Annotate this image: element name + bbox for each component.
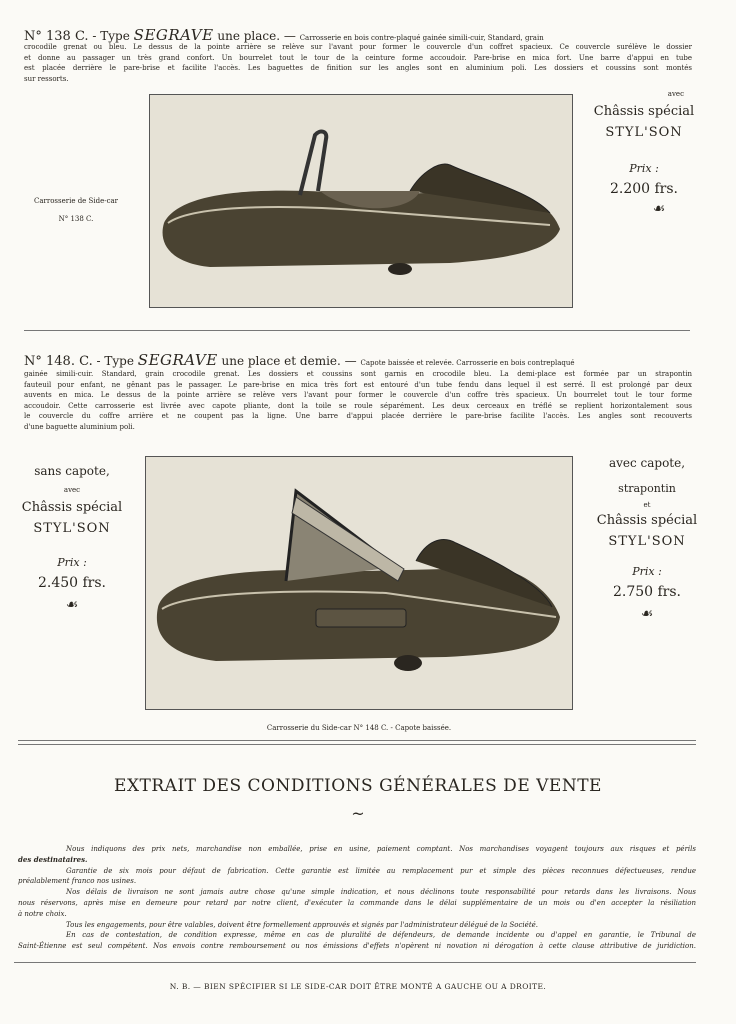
sidecar-148-illustration (146, 457, 572, 709)
caption-number: N° 138 C. (58, 215, 94, 223)
condition-line: Nous indiquons des prix nets, marchandise non emballée, prise en usine, paiement comptant. Nos marchandises voyagent toujours aux risques et périls (66, 845, 696, 853)
condition-line: Nos délais de livraison ne sont jamais autre chose qu'une simple indication, et nous déclinons toute responsabilité pour retards dans les livraisons. Nous (66, 888, 696, 897)
model-dash: - Type (92, 29, 130, 43)
condition-line: Garantie de six mois pour défaut de fabrication. Cette garantie est limitée au remplacement pur et simple des pièces reconnues défectueuses, rendue (66, 866, 696, 875)
et-label: et (643, 501, 651, 509)
conditions-text (18, 844, 696, 952)
prix-label: Prix : (57, 556, 87, 569)
footer-note: N. B. — BIEN SPÉCIFIER SI LE SIDE-CAR DOIT ÊTRE MONTÉ A GAUCHE OU A DROITE. (169, 982, 547, 991)
chassis-label: Châssis spécial (593, 104, 695, 119)
model-138-caption (14, 192, 138, 228)
price-ornament-icon: ☙ (640, 606, 654, 622)
sidecar-138-photo (149, 94, 573, 308)
sidecar-148-photo (145, 456, 573, 710)
condition-line: à notre choix. (18, 909, 67, 918)
chassis-label: Châssis spécial (596, 513, 698, 528)
chassis-label: Châssis spécial (21, 500, 123, 515)
price-ornament-icon: ☙ (652, 201, 666, 217)
model-138-description (24, 42, 692, 84)
description-line: gainée simili-cuir. Standard, grain crocodile grenat. Les dossiers et coussins sont garnis en crocodile bleu. La demi-place est formée par un strapontin (24, 370, 692, 378)
model-148-right-price-block (592, 456, 702, 622)
model-148-description (24, 369, 692, 432)
model-148-heading (24, 351, 575, 369)
prix-label: Prix : (629, 162, 659, 175)
model-type-name: SEGRAVE (137, 351, 218, 369)
model-seating: une place et demie. — (221, 354, 357, 368)
description-line: d'une baguette aluminium poli. (24, 422, 135, 431)
model-seating: une place. — (217, 29, 296, 43)
description-line: auvents en mica. Le dessus de la pointe arrière se relève vers l'avant pour former le couvercle d'un coffre très spacieux. Un bourrelet tout le tour forme (24, 391, 692, 399)
brand-label: STYL'SON (605, 125, 683, 140)
section-divider (18, 740, 696, 741)
description-line: est placée derrière le pare-brise et facilite l'accès. Les baguettes de finition sur les angles sont en aluminium poli. Les dossiers et coussins sont montés (24, 64, 692, 72)
section-divider (18, 744, 696, 745)
variant-title: avec capote, (608, 456, 686, 470)
brand-label: STYL'SON (608, 534, 686, 549)
condition-line: Saint-Étienne est seul compétent. Nos envois contre remboursement ou nos émissions d'effets n'opèrent ni novation ni dérogation à cette clause attributive de juridiction. (18, 942, 696, 951)
avec-label: avec (667, 90, 684, 98)
variant-title: sans capote, (34, 464, 110, 478)
caption-line: Carrosserie de Side-car (33, 197, 119, 205)
model-lead-text: Carrosserie en bois contre-plaqué gainée simili-cuir, Standard, grain (299, 34, 544, 42)
prix-label: Prix : (632, 565, 662, 578)
model-148-caption: Carrosserie du Side-car N° 148 C. - Capote baissée. (266, 724, 452, 732)
description-line: crocodile grenat ou bleu. Le dessus de la pointe arrière se relève sur l'avant pour former le couvercle d'un coffret spacieux. Ce couvercle surélève le dossier (24, 43, 692, 51)
model-number: N° 148. C. (24, 354, 93, 369)
model-lead-text: Capote baissée et relevée. Carrosserie en bois contreplaqué (360, 359, 575, 367)
brand-label: STYL'SON (33, 521, 111, 536)
condition-line: des destinataires. (18, 854, 88, 864)
description-line: fauteuil pour enfant, ne gênant pas le passager. Le pare-brise en mica très fort est entouré d'un tube fendu dans lequel il est serré. Il est prolongé par deux (24, 380, 692, 389)
model-148-left-price-block (10, 464, 134, 613)
model-dash: - Type (96, 354, 134, 368)
condition-line: préalablement franco nos usines. (18, 877, 137, 886)
price-ornament-icon: ☙ (65, 597, 79, 613)
description-line: sur ressorts. (24, 74, 69, 83)
footer-divider (14, 962, 696, 963)
model-number: N° 138 C. (24, 29, 89, 44)
section-divider (24, 330, 690, 331)
description-line: et donne au passager un très grand confort. Un bourrelet tout le tour de la ceinture forme accoudoir. Pare-brise en mica fort. Une barre d'appui en tube (24, 53, 692, 62)
price-value: 2.750 frs. (612, 584, 682, 600)
ornament-icon: ~ (351, 804, 365, 823)
price-value: 2.450 frs. (37, 575, 107, 591)
condition-line: nous réservons, après mise en demeure pour retard par notre client, d'exécuter la commande dans le délai supplémentaire de un mois ou d'en accepter la résiliation (18, 898, 696, 907)
condition-line: En cas de contestation, de condition expresse, même en cas de pluralité de défendeurs, de demande incidente ou d'appel en garantie, le Tribunal de (66, 931, 696, 940)
conditions-title: EXTRAIT DES CONDITIONS GÉNÉRALES DE VENTE (114, 776, 602, 796)
price-value: 2.200 frs. (609, 181, 679, 197)
model-type-name: SEGRAVE (133, 26, 214, 44)
sidecar-138-illustration (150, 95, 572, 307)
avec-label: avec (63, 486, 81, 494)
description-line: le couvercle du coffre arrière et ne coupent pas la ligne. Une barre d'appui placée derrière le pare-brise facilite l'accès. Les angles sont recouverts (24, 412, 692, 420)
model-138-price-block (590, 90, 698, 217)
description-line: accoudoir. Cette carrosserie est livrée avec capote pliante, dont la toile se roule séparément. Les deux cerceaux en tréflé se replient horizontalement sous (24, 401, 692, 410)
strapontin-label: strapontin (618, 482, 676, 495)
condition-line: Tous les engagements, pour être valables, doivent être formellement approuvés et signés par l'administrateur délégué de la Société. (66, 920, 538, 929)
